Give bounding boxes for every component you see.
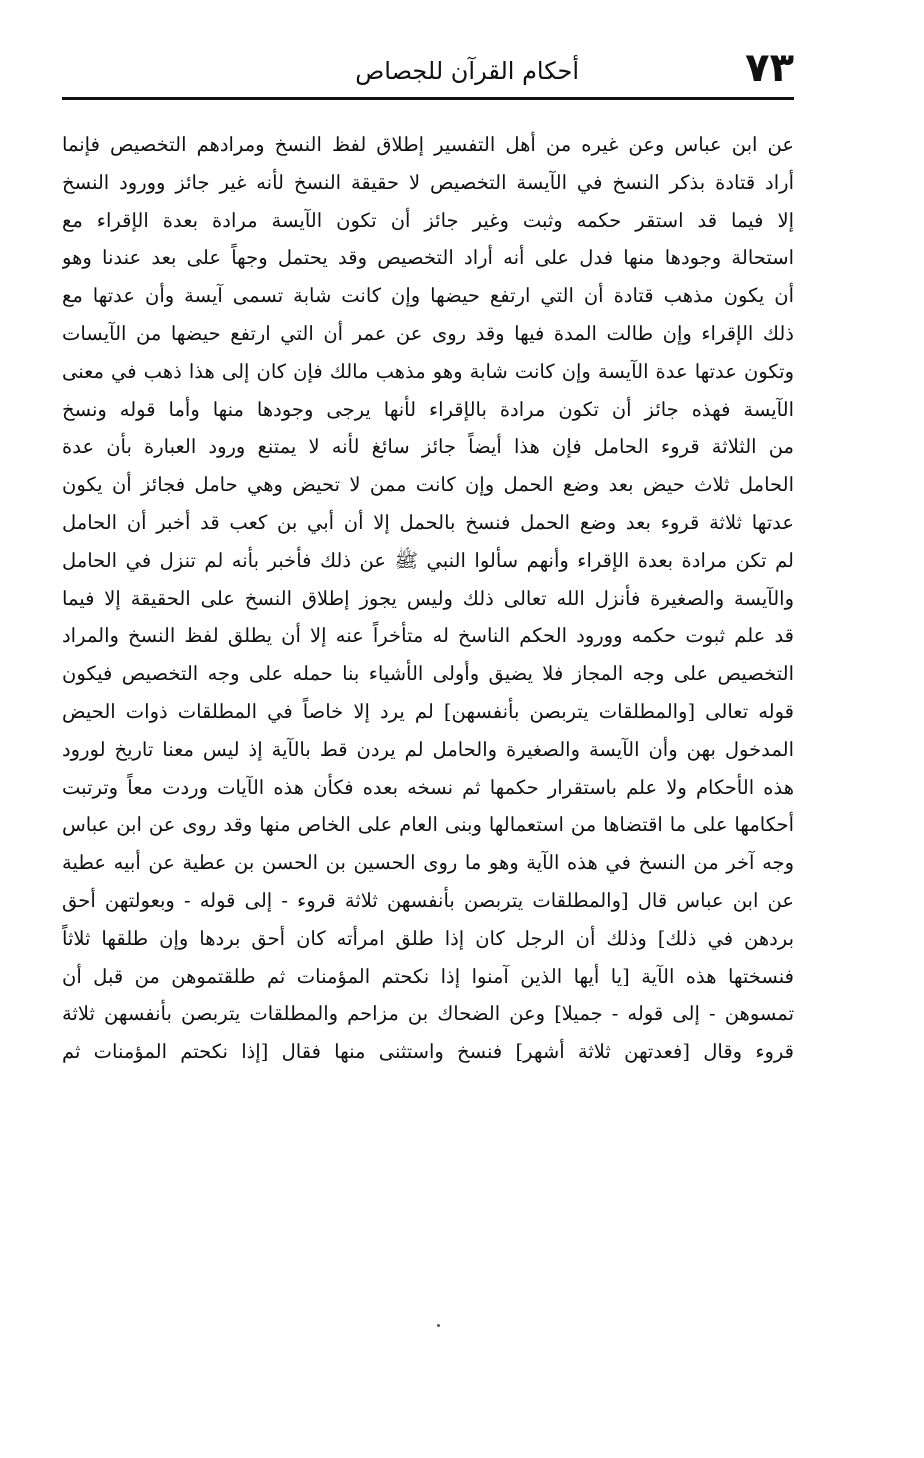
text-line: قروء وقال [فعدتهن ثلاثة أشهر] فنسخ واستثنى منها فقال [إذا نكحتم المؤمنات ثم bbox=[62, 1040, 794, 1064]
text-line: أن يكون مذهب قتادة أن التي ارتفع حيضها وإن كانت شابة تسمى آيسة وأن عدتها مع bbox=[62, 284, 794, 308]
text-line: تمسوهن - إلى قوله - جميلا] وعن الضحاك بن مزاحم والمطلقات يتربصن بأنفسهن ثلاثة bbox=[62, 1002, 794, 1026]
page-header bbox=[62, 42, 794, 100]
text-line: لم تكن مرادة بعدة الإقراء وأنهم سألوا النبي ﷺ عن ذلك فأخبر بأنه لم تنزل في الحامل bbox=[62, 548, 794, 572]
running-title: أحكام القرآن للجصاص bbox=[355, 57, 579, 85]
text-line: عن ابن عباس قال [والمطلقات يتربصن بأنفسهن ثلاثة قروء - إلى قوله - وبعولتهن أحق bbox=[62, 888, 794, 912]
text-line: المدخول بهن وأن الآيسة والصغيرة والحامل لم يردن قط بالآية إذ ليس معنا تاريخ لورود bbox=[62, 737, 794, 761]
text-line: قد علم ثبوت حكمه وورود الحكم الناسخ له متأخراً عنه إلا أن يطلق لفظ النسخ والمراد bbox=[62, 624, 794, 648]
text-line: أراد قتادة بذكر النسخ في الآيسة التخصيص لا حقيقة النسخ لأنه غير جائز وورود النسخ bbox=[62, 170, 794, 194]
header-rule bbox=[62, 97, 794, 100]
text-line: والآيسة والصغيرة فأنزل الله تعالى ذلك وليس يجوز إطلاق النسخ على الحقيقة إلا فيما bbox=[62, 586, 794, 610]
text-line: عدتها ثلاثة قروء بعد وضع الحمل فنسخ بالحمل إلا أن أبي بن كعب قد أخبر أن الحامل bbox=[62, 510, 794, 534]
text-line: الآيسة فهذه جائز أن تكون مرادة بالإقراء لأنها يرجى وجودها منها وأما قوله ونسخ bbox=[62, 397, 794, 421]
text-line: هذه الأحكام ولا علم باستقرار حكمها ثم نسخه بعده فكأن هذه الآيات وردت معاً وترتبت bbox=[62, 775, 794, 799]
body-text bbox=[62, 126, 794, 1071]
text-line: وتكون عدتها عدة الآيسة وإن كانت شابة وهو مذهب مالك فإن كان إلى هذا ذهب في معنى bbox=[62, 359, 794, 383]
text-line: استحالة وجودها منها فدل على أنه أراد التخصيص وقد يحتمل وجهاً على بعد عندنا وهو bbox=[62, 246, 794, 270]
text-line: فنسختها هذه الآية [يا أيها الذين آمنوا إذا نكحتم المؤمنات ثم طلقتموهن من قبل أن bbox=[62, 964, 794, 988]
text-line: من الثلاثة قروء الحامل فإن هذا أيضاً جائز سائغ لأنه لا يمتنع ورود العبارة بأن عدة bbox=[62, 435, 794, 459]
text-line: الحامل ثلاث حيض بعد وضع الحمل وإن كانت ممن لا تحيض وهي حامل فجائز أن يكون bbox=[62, 473, 794, 497]
text-line: قوله تعالى [والمطلقات يتربصن بأنفسهن] لم يرد إلا خاصاً في المطلقات ذوات الحيض bbox=[62, 699, 794, 723]
text-line: عن ابن عباس وعن غيره من أهل التفسير إطلاق لفظ النسخ ومرادهم التخصيص فإنما bbox=[62, 133, 794, 156]
text-line: التخصيص على وجه المجاز فلا يضيق وأولى الأشياء بنا حمله على وجه التخصيص فيكون bbox=[62, 662, 794, 686]
text-line: وجه آخر من النسخ في هذه الآية وهو ما روى الحسين بن الحسن بن عطية عن أبيه عطية bbox=[62, 851, 794, 875]
text-line: إلا فيما قد استقر حكمه وثبت وغير جائز أن تكون الآيسة مرادة بعدة الإقراء مع bbox=[62, 208, 794, 232]
text-line: ذلك الإقراء وإن طالت المدة فيها وقد روى عن عمر أن التي ارتفع حيضها من الآيسات bbox=[62, 321, 794, 345]
text-line: بردهن في ذلك] وذلك أن الرجل كان إذا طلق امرأته كان أحق بردها وإن طلقها ثلاثاً bbox=[62, 926, 794, 950]
page-number: ٧٣ bbox=[745, 45, 794, 91]
scan-speck bbox=[437, 1324, 440, 1327]
text-line: أحكامها على ما اقتضاها من استعمالها وبنى العام على الخاص منها وقد روى عن ابن عباس bbox=[62, 813, 794, 837]
